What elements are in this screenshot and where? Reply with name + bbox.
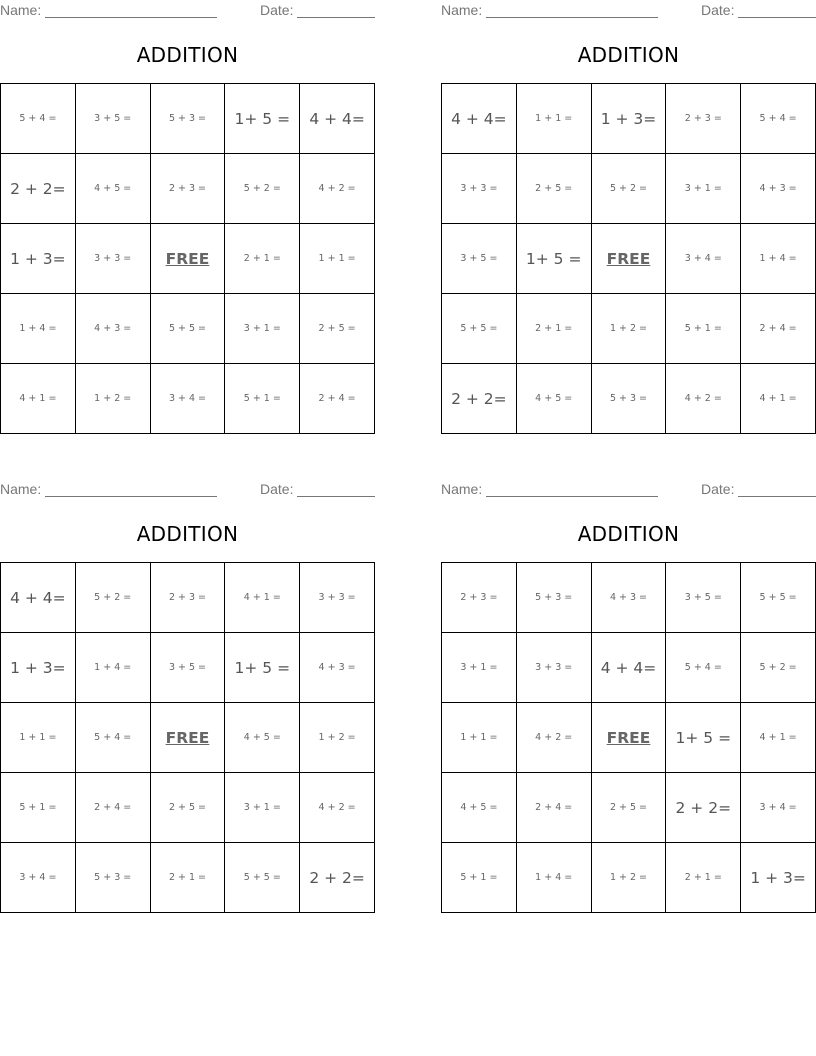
- bingo-cell: 3 + 3 =: [76, 224, 151, 294]
- bingo-cell: 3 + 4 =: [151, 364, 226, 434]
- bingo-cell: 2 + 5 =: [592, 773, 667, 843]
- bingo-cell: 4 + 2 =: [666, 364, 741, 434]
- bingo-cell: 4 + 3 =: [741, 154, 816, 224]
- bingo-cell: 3 + 4 =: [666, 224, 741, 294]
- bingo-cell: 4 + 1 =: [741, 703, 816, 773]
- bingo-cell: 4 + 5 =: [76, 154, 151, 224]
- bingo-cell: 5 + 4 =: [666, 633, 741, 703]
- bingo-cell: 3 + 5 =: [151, 633, 226, 703]
- bingo-cell: 1 + 3=: [741, 843, 816, 913]
- name-blank-line[interactable]: [45, 482, 217, 497]
- date-blank-line[interactable]: [297, 482, 375, 497]
- bingo-card-4: [441, 479, 816, 919]
- bingo-card-3: [0, 479, 375, 919]
- bingo-cell: 1 + 3=: [1, 224, 76, 294]
- bingo-cell: 3 + 1 =: [666, 154, 741, 224]
- worksheet-title: ADDITION: [136, 43, 239, 67]
- bingo-cell: 5 + 5 =: [151, 294, 226, 364]
- bingo-cell: 2 + 4 =: [517, 773, 592, 843]
- name-date-row: [0, 2, 375, 20]
- bingo-cell: 5 + 5 =: [741, 563, 816, 633]
- bingo-cell: 2 + 1 =: [151, 843, 226, 913]
- bingo-cell: 2 + 4 =: [300, 364, 375, 434]
- bingo-cell: 2 + 1 =: [517, 294, 592, 364]
- bingo-cell: 1 + 1 =: [1, 703, 76, 773]
- date-label: Date:: [701, 481, 739, 497]
- bingo-cell: 2 + 2=: [1, 154, 76, 224]
- bingo-cell: 3 + 4 =: [1, 843, 76, 913]
- name-date-row: [441, 481, 816, 499]
- bingo-cell: 5 + 4 =: [76, 703, 151, 773]
- bingo-cell: 3 + 5 =: [442, 224, 517, 294]
- bingo-card-2: [441, 0, 816, 440]
- bingo-cell: 1 + 4 =: [517, 843, 592, 913]
- date-label: Date:: [260, 2, 298, 18]
- free-space: FREE: [151, 224, 226, 294]
- date-label: Date:: [701, 2, 739, 18]
- bingo-cell: 1 + 1 =: [517, 84, 592, 154]
- bingo-cell: 1 + 3=: [1, 633, 76, 703]
- bingo-cell: 5 + 3 =: [592, 364, 667, 434]
- bingo-cell: 4 + 1 =: [741, 364, 816, 434]
- name-label: Name:: [441, 481, 487, 497]
- bingo-grid: [0, 562, 375, 913]
- bingo-cell: 2 + 4 =: [76, 773, 151, 843]
- name-blank-line[interactable]: [45, 3, 217, 18]
- bingo-cell: 1 + 2 =: [300, 703, 375, 773]
- bingo-cell: 3 + 3 =: [517, 633, 592, 703]
- bingo-grid: [0, 83, 375, 434]
- bingo-cell: 1 + 4 =: [1, 294, 76, 364]
- bingo-cell: 5 + 4 =: [741, 84, 816, 154]
- bingo-cell: 4 + 5 =: [517, 364, 592, 434]
- bingo-cell: 3 + 1 =: [442, 633, 517, 703]
- bingo-cell: 4 + 2 =: [300, 154, 375, 224]
- bingo-cell: 4 + 4=: [442, 84, 517, 154]
- bingo-cell: 3 + 5 =: [666, 563, 741, 633]
- bingo-cell: 4 + 2 =: [517, 703, 592, 773]
- bingo-cell: 3 + 4 =: [741, 773, 816, 843]
- bingo-card-1: [0, 0, 375, 440]
- bingo-cell: 2 + 3 =: [151, 563, 226, 633]
- bingo-grid: [441, 83, 816, 434]
- bingo-cell: 4 + 1 =: [1, 364, 76, 434]
- bingo-cell: 1+ 5 =: [666, 703, 741, 773]
- name-blank-line[interactable]: [486, 3, 658, 18]
- bingo-cell: 5 + 2 =: [741, 633, 816, 703]
- bingo-cell: 3 + 1 =: [225, 294, 300, 364]
- bingo-cell: 1+ 5 =: [225, 633, 300, 703]
- bingo-cell: 5 + 1 =: [442, 843, 517, 913]
- bingo-cell: 1 + 2 =: [592, 843, 667, 913]
- bingo-cell: 4 + 1 =: [225, 563, 300, 633]
- name-label: Name:: [441, 2, 487, 18]
- bingo-cell: 5 + 2 =: [225, 154, 300, 224]
- bingo-cell: 5 + 1 =: [1, 773, 76, 843]
- name-date-row: [441, 2, 816, 20]
- bingo-cell: 2 + 1 =: [666, 843, 741, 913]
- bingo-cell: 5 + 2 =: [592, 154, 667, 224]
- bingo-cell: 2 + 1 =: [225, 224, 300, 294]
- name-label: Name:: [0, 2, 46, 18]
- bingo-cell: 2 + 5 =: [517, 154, 592, 224]
- bingo-cell: 1 + 1 =: [442, 703, 517, 773]
- bingo-cell: 1+ 5 =: [225, 84, 300, 154]
- worksheet-title: ADDITION: [136, 522, 239, 546]
- bingo-cell: 1 + 1 =: [300, 224, 375, 294]
- bingo-cell: 4 + 3 =: [76, 294, 151, 364]
- bingo-cell: 2 + 3 =: [666, 84, 741, 154]
- bingo-grid: [441, 562, 816, 913]
- bingo-cell: 2 + 4 =: [741, 294, 816, 364]
- bingo-cell: 4 + 3 =: [300, 633, 375, 703]
- bingo-cell: 4 + 4=: [1, 563, 76, 633]
- free-space: FREE: [592, 703, 667, 773]
- name-date-row: [0, 481, 375, 499]
- bingo-cell: 5 + 1 =: [666, 294, 741, 364]
- bingo-cell: 5 + 3 =: [517, 563, 592, 633]
- bingo-cell: 1+ 5 =: [517, 224, 592, 294]
- bingo-cell: 1 + 3=: [592, 84, 667, 154]
- bingo-cell: 3 + 3 =: [442, 154, 517, 224]
- bingo-cell: 1 + 2 =: [592, 294, 667, 364]
- bingo-cell: 4 + 4=: [592, 633, 667, 703]
- bingo-cell: 2 + 5 =: [151, 773, 226, 843]
- bingo-cell: 3 + 3 =: [300, 563, 375, 633]
- name-label: Name:: [0, 481, 46, 497]
- bingo-cell: 1 + 2 =: [76, 364, 151, 434]
- free-space: FREE: [592, 224, 667, 294]
- bingo-cell: 1 + 4 =: [741, 224, 816, 294]
- bingo-cell: 2 + 2=: [300, 843, 375, 913]
- bingo-cell: 5 + 5 =: [225, 843, 300, 913]
- bingo-cell: 5 + 3 =: [76, 843, 151, 913]
- worksheet-title: ADDITION: [577, 522, 680, 546]
- bingo-cell: 2 + 5 =: [300, 294, 375, 364]
- date-blank-line[interactable]: [738, 3, 816, 18]
- bingo-cell: 5 + 5 =: [442, 294, 517, 364]
- date-label: Date:: [260, 481, 298, 497]
- bingo-cell: 4 + 3 =: [592, 563, 667, 633]
- bingo-cell: 5 + 4 =: [1, 84, 76, 154]
- bingo-cell: 2 + 3 =: [442, 563, 517, 633]
- bingo-cell: 3 + 5 =: [76, 84, 151, 154]
- date-blank-line[interactable]: [297, 3, 375, 18]
- bingo-cell: 4 + 2 =: [300, 773, 375, 843]
- bingo-cell: 4 + 4=: [300, 84, 375, 154]
- bingo-cell: 5 + 1 =: [225, 364, 300, 434]
- free-space: FREE: [151, 703, 226, 773]
- bingo-cell: 5 + 3 =: [151, 84, 226, 154]
- worksheet-title: ADDITION: [577, 43, 680, 67]
- bingo-cell: 2 + 3 =: [151, 154, 226, 224]
- name-blank-line[interactable]: [486, 482, 658, 497]
- bingo-cell: 5 + 2 =: [76, 563, 151, 633]
- bingo-cell: 4 + 5 =: [442, 773, 517, 843]
- bingo-cell: 1 + 4 =: [76, 633, 151, 703]
- bingo-cell: 2 + 2=: [442, 364, 517, 434]
- bingo-cell: 4 + 5 =: [225, 703, 300, 773]
- bingo-cell: 2 + 2=: [666, 773, 741, 843]
- date-blank-line[interactable]: [738, 482, 816, 497]
- bingo-cell: 3 + 1 =: [225, 773, 300, 843]
